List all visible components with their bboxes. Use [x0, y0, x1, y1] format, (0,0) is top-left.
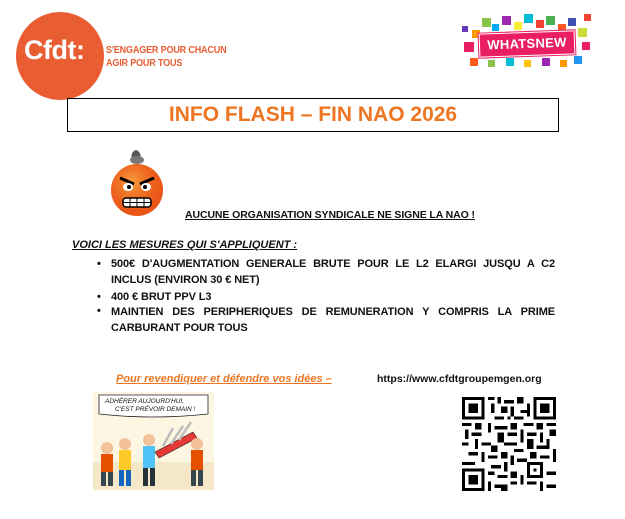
cartoon-caption-2: C'EST PRÉVOIR DEMAIN ! [115, 406, 196, 413]
angry-face-icon [108, 150, 166, 218]
bullet-icon: • [97, 291, 101, 303]
website-link[interactable]: https://www.cfdtgroupemgen.org [377, 373, 542, 385]
cfdt-logo-text: Cfdt: [24, 35, 85, 65]
measure-item: MAINTIEN DES PERIPHERIQUES DE REMUNERATION Y COMPRIS LA PRIME CARBURANT POUR TOUS [111, 306, 555, 334]
bullet-icon: • [97, 305, 101, 317]
measure-item: 400 € BRUT PPV L3 [111, 291, 212, 303]
slogan-line-1: S'ENGAGER POUR CHACUN [106, 44, 227, 56]
notice-text: AUCUNE ORGANISATION SYNDICALE NE SIGNE LA NAO ! [185, 209, 475, 221]
slogan-line-2: AGIR POUR TOUS [106, 57, 183, 69]
bullet-icon: • [97, 258, 101, 270]
measures-heading: VOICI LES MESURES QUI S'APPLIQUENT : [72, 239, 298, 251]
measure-item: 500€ D'AUGMENTATION GENERALE BRUTE POUR LE L2 ELARGI JUSQU A C2 INCLUS (ENVIRON 30 € NET) [111, 258, 555, 286]
qr-code-image [462, 397, 556, 491]
cartoon-caption-1: ADHÉRER AUJOURD'HUI, [105, 398, 185, 405]
cartoon-illustration [93, 392, 214, 490]
claim-text: Pour revendiquer et défendre vos idées – [116, 373, 332, 385]
whatsnew-badge: WHATSNEW [479, 30, 576, 57]
page-title: INFO FLASH – FIN NAO 2026 [168, 103, 458, 126]
